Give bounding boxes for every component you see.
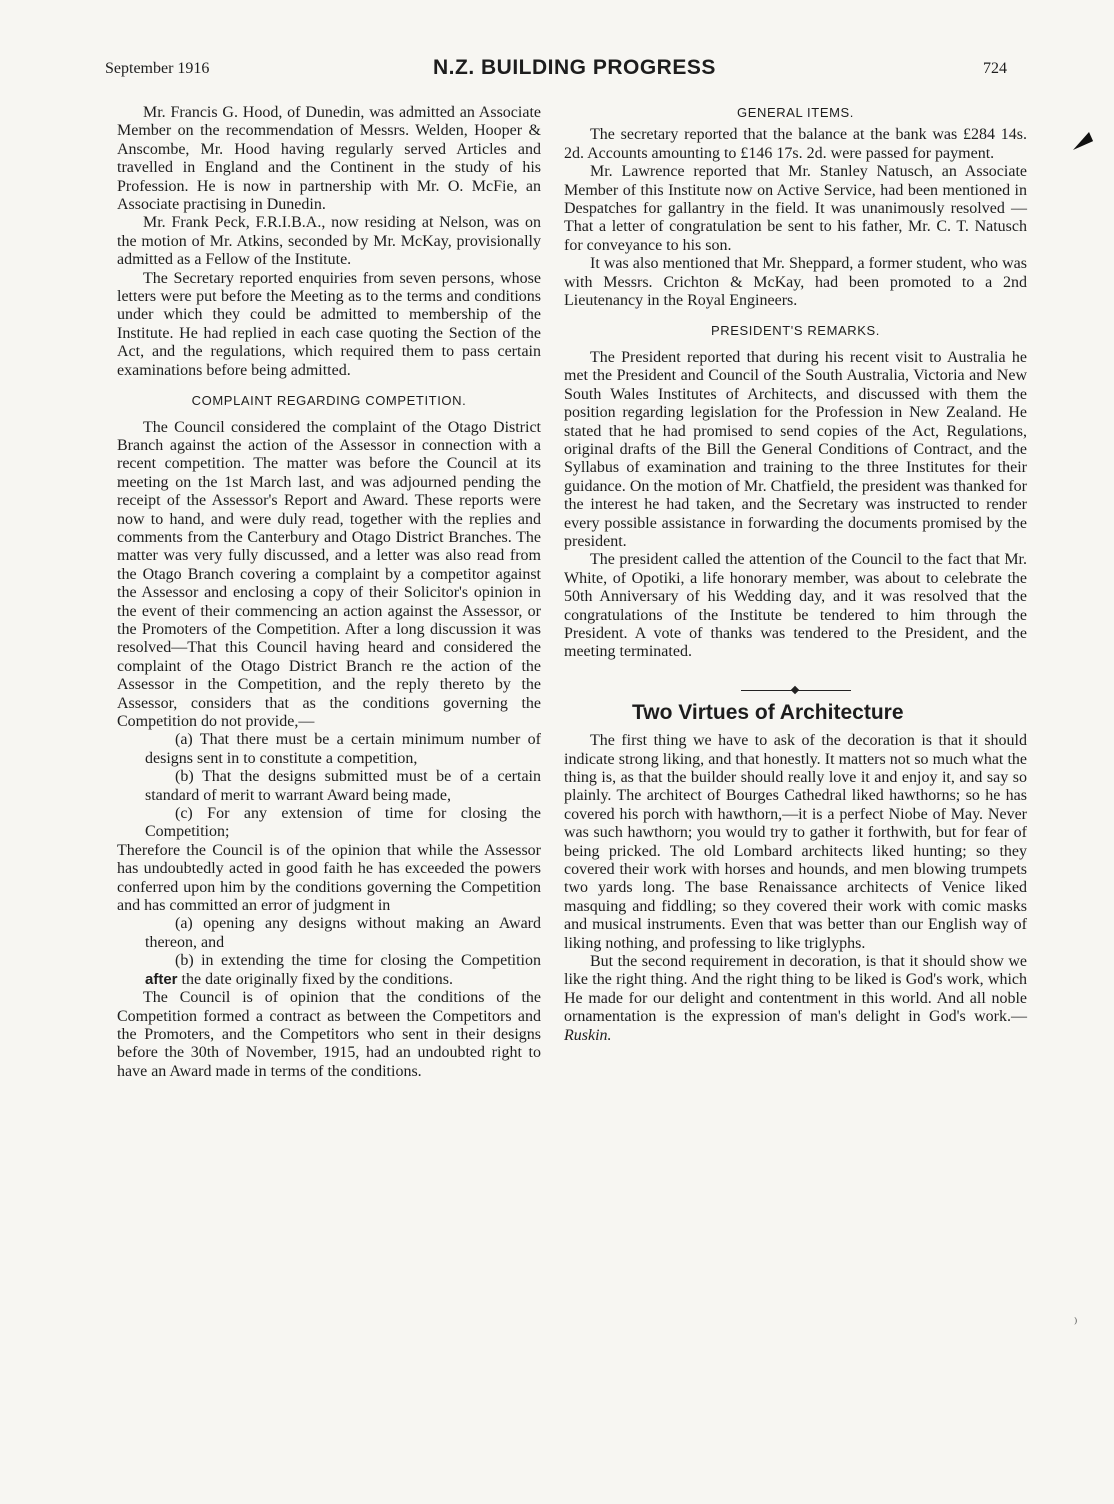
page-header (105, 58, 1007, 88)
section-heading-complaint: COMPLAINT REGARDING COMPETITION. (191, 393, 467, 409)
list-item-text: (b) in extending the time for closing the Competition (175, 952, 541, 970)
list-item: (c) For any extension of time for closing the Competition; (145, 805, 541, 841)
right-column (564, 104, 1027, 1045)
list-item: (a) opening any designs without making an Award thereon, and (145, 915, 541, 951)
emphasis-after: after (145, 970, 178, 988)
paragraph-complaint: The Council considered the complaint of the Otago District Branch against the action of the Assessor in connection with a recent competition. The matter was before the Council at its meeting on the 1st March last, and was adjourned pending the receipt of the Assessor's Report and Award. These reports were now to hand, and were duly read, together with the replies and comments from the Canterbury and Otago District Branches. The matter was very fully discussed, and a letter was also read from the Otago Branch covering a complaint by a competitor against the Assessor and enclosing a copy of their Solicitor's opinion in the event of their commencing an action against the Assessor, or the Promoters of the Competition. After a long discussion it was resolved—That this Council having heard and considered the complaint of the Otago District Branch re the action of the Assessor in the Competition, and the reply thereto by the Assessor, considers that as the conditions governing the Competition do not provide,— (117, 418, 541, 730)
section-heading-general: GENERAL ITEMS. (737, 105, 854, 120)
paragraph-president-visit: The President reported that during his recent visit to Australia he met the President and Council of the South Australia, Victoria and New South Wales Institutes of Architects, and discussed with them the position regarding legislation for the Profession in New Zealand. He stated that he had promised to send copies of the Act, Regulations, original drafts of the Bill the General Conditions of Contract, and the Syllabus of examination and training to the three Institutes for their guidance. On the motion of Mr. Chatfield, the president was thanked for the interest he had taken, and the Secretary was instructed to render every possible assistance in forwarding the documents promised by the president. (564, 348, 1027, 550)
margin-bracket-icon: ⁾ (1074, 1316, 1078, 1332)
section-divider (741, 684, 851, 698)
list-item-text: the date originally fixed by the conditions. (177, 970, 454, 988)
list-item (117, 952, 541, 989)
paragraph-peck: Mr. Frank Peck, F.R.I.B.A., now residing at Nelson, was on the motion of Mr. Atkins, seconded by Mr. McKay, provisionally admitted as a Fellow of the Institute. (117, 214, 541, 269)
page-number: 724 (983, 60, 1007, 77)
section-heading-president: PRESIDENT'S REMARKS. (710, 323, 881, 339)
list-item: (b) That the designs submitted must be of a certain standard of merit to warrant Award being made, (145, 768, 541, 804)
paragraph-natusch: Mr. Lawrence reported that Mr. Stanley Natusch, an Associate Member of this Institute now on Active Service, had been mentioned in Despatches for gallantry in the field. It was unanimously resolved —That a letter of congratulation be sent to his father, Mr. C. T. Natusch for conveyance to his son. (564, 163, 1027, 254)
paragraph-text: But the second requirement in decoration, is that it should show we like the right thing. And the right thing to be liked is God's work, which He made for our delight and contentment in this world. And all noble ornamentation is the expression of man's delight in God's work.— (564, 953, 1027, 1026)
issue-date: September 1916 (105, 60, 210, 77)
article-title: Two Virtues of Architecture (632, 700, 904, 724)
paragraph-decoration-right-thing (564, 953, 1027, 1045)
paragraph-opinion: Therefore the Council is of the opinion that while the Assessor has undoubtedly acted in good faith he has exceeded the powers conferred upon him by the conditions governing the Competition and has committed an error of judgment in (117, 841, 541, 915)
paragraph-decoration-liking: The first thing we have to ask of the decoration is that it should indicate strong liking, and that honestly. It matters not so much what the thing is, as that the builder should really love it and enjoy it, and say so plainly. The architect of Bourges Cathedral liked hawthorns; so he has covered his porch with hawthorn,—it is a perfect Niobe of May. Never was such hawthorn; you would try to gather it forthwith, but for fear of being pricked. The old Lombard architects liked hunting; so they covered their work with horses and hounds, and men blowing trumpets two yards long. The base Renaissance architects of Venice liked masquing and fiddling; so they covered their work with comic masks and musical instruments. Even that was better than our English way of liking nothing, and professing to like triglyphs. (564, 732, 1027, 952)
paragraph-hood: Mr. Francis G. Hood, of Dunedin, was admitted an Associate Member on the recommendation of Messrs. Welden, Hooper & Anscombe, Mr. Hood having regularly served Articles and travelled in England and the Continent in the study of his Profession. He is now in partnership with Mr. O. McFie, an Associate practising in Dunedin. (117, 104, 541, 214)
publication-title: N.Z. BUILDING PROGRESS (433, 56, 716, 79)
paragraph-balance: The secretary reported that the balance at the bank was £284 14s. 2d. Accounts amounting to £146 17s. 2d. were passed for payment. (564, 126, 1027, 162)
list-item: (a) That there must be a certain minimum number of designs sent in to constitute a competition, (145, 731, 541, 767)
margin-arrow-icon (1069, 132, 1093, 150)
paragraph-president-white: The president called the attention of the Council to the fact that Mr. White, of Opotiki, a life honorary member, was about to celebrate the 50th Anniversary of his Wedding day, and it was resolved that the congratulations of the Institute be tendered to him through the President. A vote of thanks was tendered to the President, and the meeting terminated. (564, 551, 1027, 661)
left-column (117, 104, 541, 1081)
paragraph-enquiries: The Secretary reported enquiries from seven persons, whose letters were put before the Meeting as to the terms and conditions under which they could be admitted to membership of the Institute. He had replied in each case quoting the Section of the Act, and the regulations, which required them to pass certain examinations before being admitted. (117, 269, 541, 379)
paragraph-sheppard: It was also mentioned that Mr. Sheppard, a former student, who was with Messrs. Crichton & McKay, had been promoted to a 2nd Lieutenancy in the Royal Engineers. (564, 255, 1027, 310)
author-attribution: Ruskin. (564, 1026, 612, 1044)
paragraph-contract: The Council is of opinion that the conditions of the Competition formed a contract as between the Competitors and the Promoters, and the Competitors who sent in their designs before the 30th of November, 1915, had an undoubted right to have an Award made in terms of the conditions. (117, 989, 541, 1080)
